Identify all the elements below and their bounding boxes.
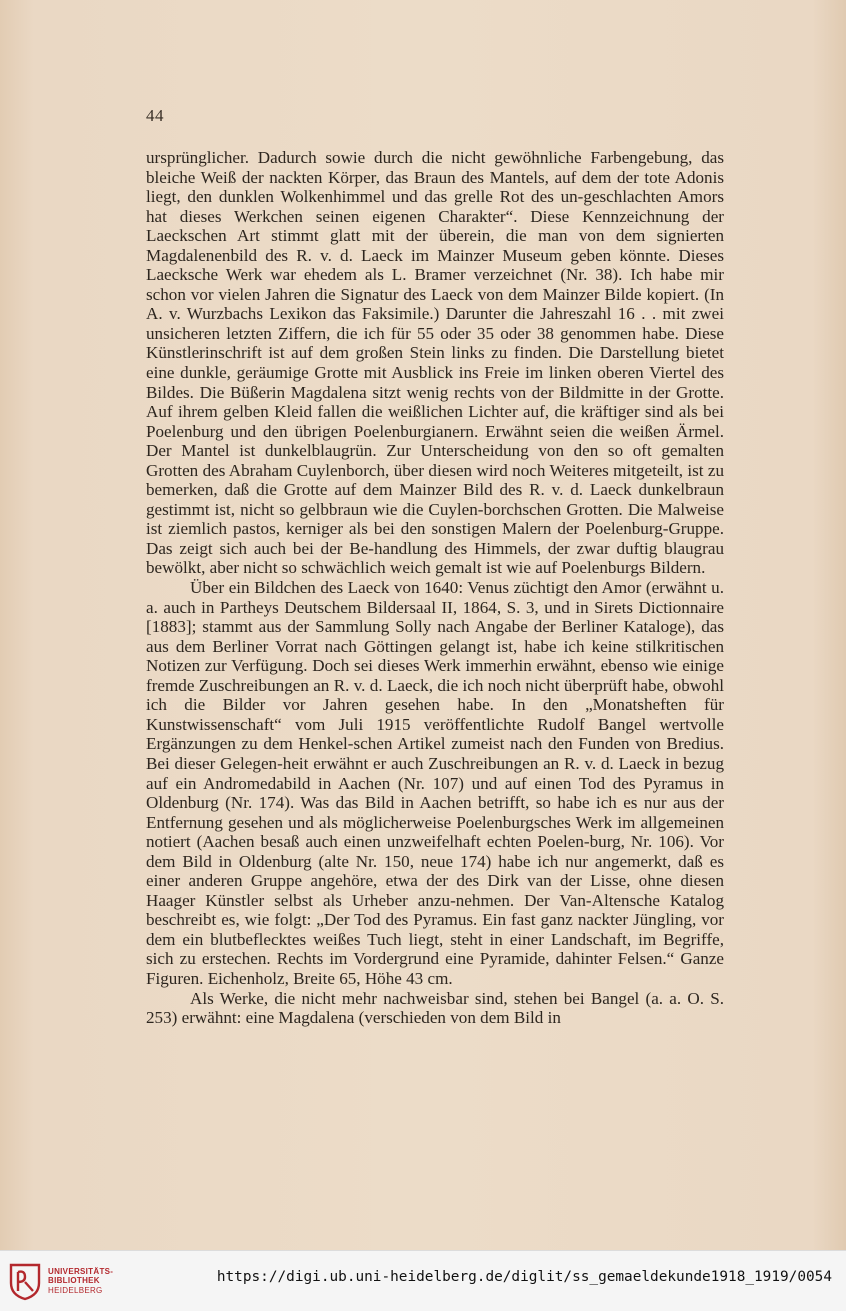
body-text	[146, 148, 724, 1028]
permalink-url[interactable]: https://digi.ub.uni-heidelberg.de/diglit/ss_gemaeldekunde1918_1919/0054	[216, 1269, 832, 1285]
library-name	[48, 1267, 113, 1296]
library-logo[interactable]	[8, 1261, 113, 1301]
logo-line-1: UNIVERSITÄTS-	[48, 1266, 114, 1276]
paragraph-1: ursprünglicher. Dadurch sowie durch die nicht gewöhnliche Farbengebung, das bleiche Weiß der nackten Körper, das Braun des Mantels, auf dem der tote Adonis liegt, den dunklen Wolkenhimmel und das grelle Rot des un-geschlachten Amors hat dieses Werkchen seinen eigenen Charakter“. Diese Kennzeichnung der Laeckschen Art stimmt glatt mit der überein, die man von dem signierten Magdalenenbild des R. v. d. Laeck im Mainzer Museum geben könnte. Dieses Laecksche Werk war ehedem als L. Bramer verzeichnet (Nr. 38). Ich habe mir schon vor vielen Jahren die Signatur des Laeck von dem Mainzer Bilde kopiert. (In A. v. Wurzbachs Lexikon das Faksimile.) Darunter die Jahreszahl 16 . . mit zwei unsicheren letzten Ziffern, die ich für 55 oder 35 oder 38 genommen habe. Diese Künstlerinschrift ist auf dem großen Stein links zu finden. Die Darstellung bietet eine dunkle, geräumige Grotte mit Ausblick ins Freie im linken oberen Viertel des Bildes. Die Büßerin Magdalena sitzt wenig rechts von der Bildmitte in der Grotte. Auf ihrem gelben Kleid fallen die weißlichen Lichter auf, die kräftiger sind als bei Poelenburg und den übrigen Poelenburgianern. Erwähnt seien die weißen Ärmel. Der Mantel ist dunkelblaugrün. Zur Unterscheidung von den so oft gemalten Grotten des Abraham Cuylenborch, über diesen wird noch Weiteres mitgeteilt, ist zu bemerken, daß die Grotte auf dem Mainzer Bild des R. v. d. Laeck dunkelbraun gestimmt ist, nicht so gelbbraun wie die Cuylen-borchschen Grotten. Die Malweise ist ziemlich pastos, kerniger als bei den sonstigen Malern der Poelenburg-Gruppe. Das zeigt sich auch bei der Be-handlung des Himmels, der zwar duftig blaugrau bewölkt, aber nicht so schwächlich weich gemalt ist wie auf Poelenburgs Bildern.	[146, 148, 724, 578]
viewer-footer	[0, 1250, 846, 1311]
library-seal-icon	[8, 1261, 42, 1301]
paragraph-2: Über ein Bildchen des Laeck von 1640: Venus züchtigt den Amor (erwähnt u. a. auch in Partheys Deutschem Bildersaal II, 1864, S. 3, und in Sirets Dictionnaire [1883]; stammt aus der Sammlung Solly nach Angabe der Berliner Kataloge), das aus dem Berliner Vorrat nach Göttingen gelangt ist, habe ich keine stilkritischen Notizen zur Verfügung. Doch sei dieses Werk immerhin erwähnt, ebenso wie einige fremde Zuschreibungen an R. v. d. Laeck, die ich noch nicht überprüft habe, obwohl ich die Bilder vor Jahren gesehen habe. In den „Monatsheften für Kunstwissenschaft“ vom Juli 1915 veröffentlichte Rudolf Bangel wertvolle Ergänzungen zu dem Henkel-schen Artikel zumeist nach den Funden von Bredius. Bei dieser Gelegen-heit erwähnt er auch Zuschreibungen an R. v. d. Laeck in bezug auf ein Andromedabild in Aachen (Nr. 107) und auf einen Tod des Pyramus in Oldenburg (Nr. 174). Was das Bild in Aachen betrifft, so habe ich es nur aus der Entfernung gesehen und als möglicherweise Poelenburgsches Werk im allgemeinen notiert (Aachen besaß auch einen unzweifelhaft echten Poelen-burg, Nr. 106). Vor dem Bild in Oldenburg (alte Nr. 150, neue 174) habe ich nur angemerkt, daß es einer anderen Gruppe angehöre, etwa der des Dirk van der Lisse, ohne diesen Haager Künstler selbst als Urheber anzu-nehmen. Der Van-Altensche Katalog beschreibt es, wie folgt: „Der Tod des Pyramus. Ein fast ganz nackter Jüngling, vor dem ein blutbeflecktes weißes Tuch liegt, steht in einer Landschaft, im Begriffe, sich zu erstechen. Rechts im Vordergrund eine Pyramide, dahinter Felsen.“ Ganze Figuren. Eichenholz, Breite 65, Höhe 43 cm.	[146, 578, 724, 988]
logo-line-3: HEIDELBERG	[48, 1285, 103, 1295]
page-number: 44	[146, 106, 164, 125]
paragraph-3: Als Werke, die nicht mehr nachweisbar sind, stehen bei Bangel (a. a. O. S. 253) erwähnt: eine Magdalena (verschieden von dem Bild in	[146, 988, 724, 1028]
logo-line-2: BIBLIOTHEK	[48, 1276, 100, 1286]
